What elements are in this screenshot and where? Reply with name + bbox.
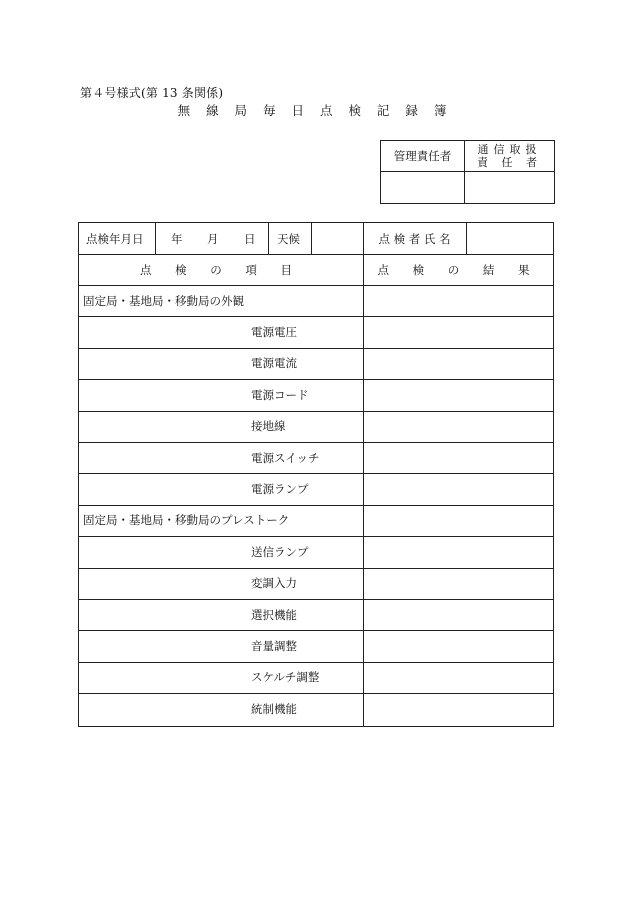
year-label: 年 [171, 231, 183, 246]
row-divider [79, 599, 553, 600]
col-divider [155, 223, 156, 254]
day-label: 日 [244, 231, 256, 246]
operator-label [465, 141, 554, 171]
inspection-item: 電源コード [251, 387, 309, 402]
row-divider [79, 473, 553, 474]
col-divider [466, 223, 467, 254]
document-title: 無 線 局 毎 日 点 検 記 録 簿 [177, 103, 453, 118]
stamp-divider-horizontal [381, 171, 554, 172]
month-label: 月 [207, 231, 219, 246]
results-column-header: 点 検 の 結 果 [377, 262, 540, 277]
inspection-item: 電源スイッチ [251, 450, 320, 465]
section-heading: 固定局・基地局・移動局のプレストーク [83, 513, 290, 528]
inspection-item: 統制機能 [251, 701, 297, 716]
inspection-item: 音量調整 [251, 639, 297, 654]
row-divider [79, 536, 553, 537]
items-column-header: 点 検 の 項 目 [139, 262, 303, 277]
row-divider [79, 693, 553, 694]
form-number-label: 第４号様式(第 13 条関係) [80, 86, 224, 100]
inspection-item: 変調入力 [251, 576, 297, 591]
operator-label-line2: 責 任 者 [477, 156, 542, 169]
inspection-item: 電源ランプ [251, 482, 309, 497]
row-divider [79, 254, 553, 255]
date-label: 点検年月日 [86, 231, 144, 246]
inspection-item: 接地線 [251, 419, 286, 434]
approval-stamp-box [380, 140, 555, 204]
col-divider [268, 223, 269, 254]
row-divider [79, 316, 553, 317]
inspection-table [78, 222, 554, 727]
inspection-item: スケルチ調整 [251, 670, 320, 685]
row-divider [79, 379, 553, 380]
manager-label: 管理責任者 [393, 149, 452, 163]
row-divider [79, 411, 553, 412]
inspection-item: 送信ランプ [251, 544, 309, 559]
weather-label: 天候 [277, 231, 300, 246]
section-heading: 固定局・基地局・移動局の外観 [83, 293, 244, 308]
inspector-name-label: 点 検 者 氏 名 [378, 231, 451, 246]
col-divider [311, 223, 312, 254]
inspection-item: 電源電流 [251, 356, 297, 371]
inspection-item: 電源電圧 [251, 325, 297, 340]
row-divider [79, 348, 553, 349]
inspection-item: 選択機能 [251, 607, 297, 622]
row-divider [79, 568, 553, 569]
row-divider [79, 630, 553, 631]
operator-label-line1: 通信取扱 [477, 143, 542, 156]
